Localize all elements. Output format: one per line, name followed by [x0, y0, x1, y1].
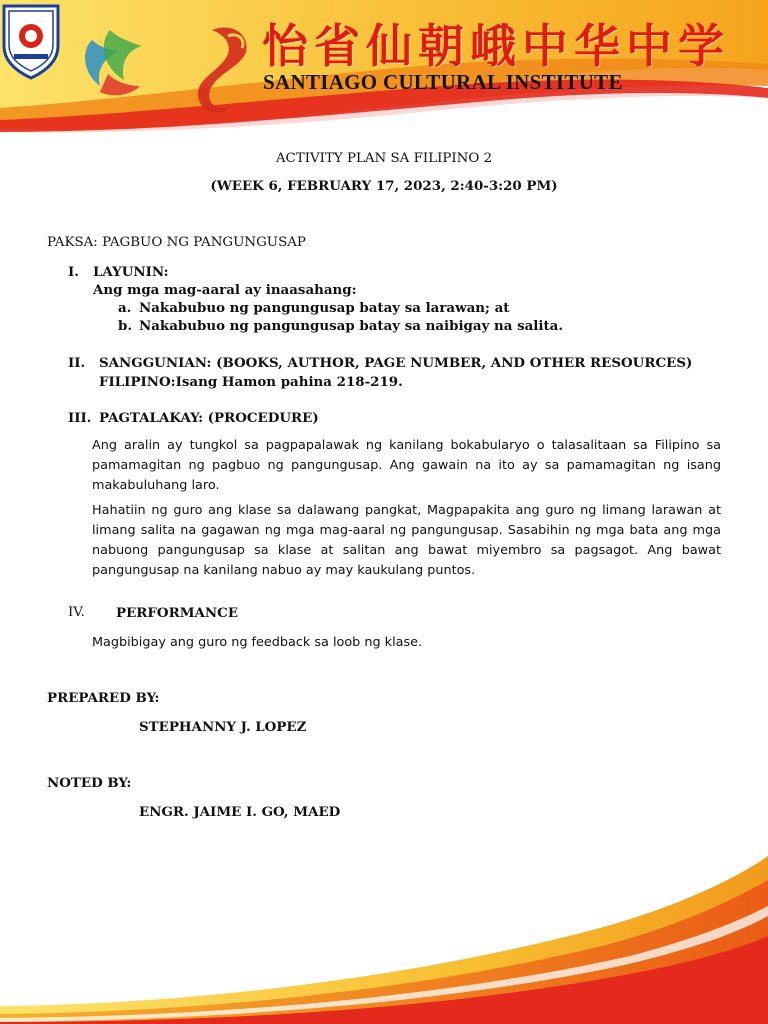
prepared-by-name: STEPHANNY J. LOPEZ [139, 719, 307, 735]
section-3-number: III. [68, 410, 92, 426]
noted-by-label: NOTED BY: [47, 775, 132, 791]
prepared-by-label: PREPARED BY: [47, 690, 160, 706]
chinese-school-name: 怡省仙朝峨中华中学 [262, 19, 730, 73]
procedure-paragraph-2: Hahatiin ng guro ang klase sa dalawang pangkat, Magpapakita ang guro ng limang larawan at limang salita na gagawan ng mga mag-aaral ng pangungusap. Sasabihin ng mga bata ang mga nabuong pangungusap sa klase at salitan ang bawat miyembro sa pagsagot. Ang bawat pangungusap na kanilang nabuo ay may kaukulang puntos. [92, 503, 721, 578]
school-name: SANTIAGO CULTURAL INSTITUTE [263, 70, 623, 94]
school-seal [0, 0, 62, 80]
objective-item-a: Nakabubuo ng pangungusap batay sa larawan; at [139, 300, 510, 316]
footer-wave-graphic [0, 836, 768, 1024]
objective-marker-a: a. [118, 300, 132, 316]
footer-wave [0, 836, 768, 1024]
section-3-heading: PAGTALAKAY: (PROCEDURE) [99, 410, 319, 426]
performance-text: Magbibigay ang guro ng feedback sa loob ng klase. [92, 635, 423, 650]
section-1-heading: LAYUNIN: [93, 264, 169, 280]
section-2-number: II. [68, 355, 86, 371]
objective-item-b: Nakabubuo ng pangungusap batay sa naibigay na salita. [139, 318, 564, 334]
document-title: ACTIVITY PLAN SA FILIPINO 2 [275, 151, 493, 166]
section-1-number: I. [68, 264, 79, 280]
section-2-detail: FILIPINO:Isang Hamon pahina 218-219. [99, 374, 403, 390]
section-1-intro: Ang mga mag-aaral ay inaasahang: [93, 282, 357, 298]
header-banner [0, 0, 768, 140]
document-subtitle: (WEEK 6, FEBRUARY 17, 2023, 2:40-3:20 PM) [210, 178, 558, 194]
noted-by-name: ENGR. JAIME I. GO, MAED [139, 804, 341, 820]
objective-marker-b: b. [118, 318, 133, 334]
procedure-paragraph-1: Ang aralin ay tungkol sa pagpapalawak ng kanilang bokabularyo o talasalitaan sa Filipino sa pamamagitan ng pagbuo ng pangungusap. Ang gawain na ito ay sa pamamagitan ng isang makabuluhang laro. [92, 438, 721, 493]
topic-heading: PAKSA: PAGBUO NG PANGUNGUSAP [47, 235, 306, 250]
section-4-heading: PERFORMANCE [116, 605, 239, 621]
section-4-number: IV. [68, 605, 85, 620]
section-2-heading: SANGGUNIAN: (BOOKS, AUTHOR, PAGE NUMBER, AND OTHER RESOURCES) [99, 355, 693, 371]
